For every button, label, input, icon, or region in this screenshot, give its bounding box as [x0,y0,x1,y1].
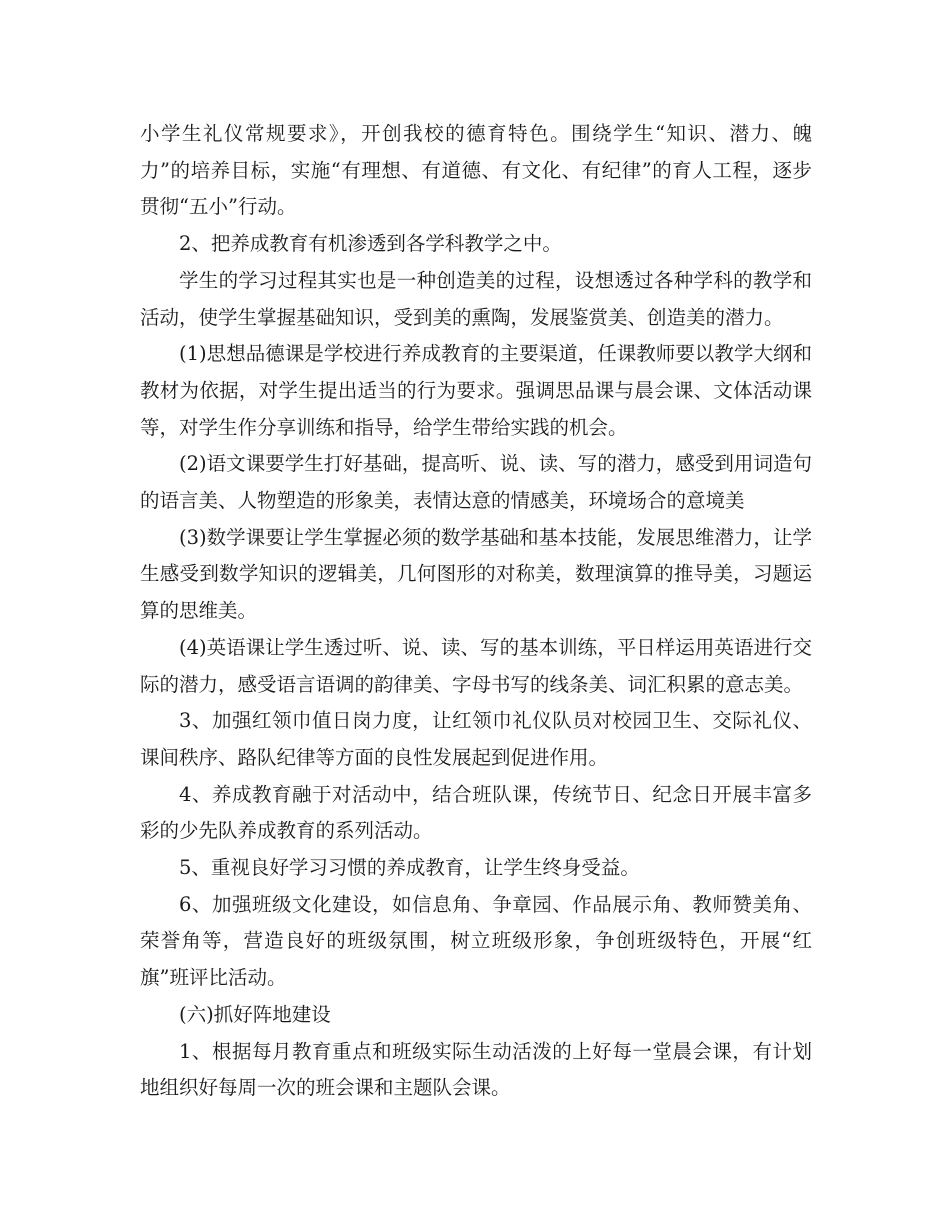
paragraph-continuation: 小学生礼仪常规要求》，开创我校的德育特色。围绕学生“知识、潜力、魄力”的培养目标，实施“有理想、有道德、有文化、有纪律”的育人工程，逐步贯彻“五小”行动。 [140,122,812,219]
paragraph-item-2: 2、把养成教育有机渗透到各学科教学之中。 [179,232,562,256]
paragraph-learning-process: 学生的学习过程其实也是一种创造美的过程，设想透过各种学科的教学和活动，使学生掌握基础知识，受到美的熏陶，发展鉴赏美、创造美的潜力。 [140,268,812,329]
document-body [140,116,812,1107]
paragraph-item-3: 3、加强红领巾值日岗力度，让红领巾礼仪队员对校园卫生、交际礼仪、课间秩序、路队纪律等方面的良性发展起到促进作用。 [140,709,812,769]
paragraph-item-6: 6、加强班级文化建设，如信息角、争章园、作品展示角、教师赞美角、荣誉角等，营造良好的班级氛围，树立班级形象，争创班级特色，开展“红旗”班评比活动。 [140,892,812,990]
paragraph-chinese-class: (2)语文课要学生打好基础，提高听、说、读、写的潜力，感受到用词造句的语言美、人物塑造的形象美，表情达意的情感美，环境场合的意境美 [140,452,812,513]
paragraph-moral-class: (1)思想品德课是学校进行养成教育的主要渠道，任课教师要以教学大纲和教材为依据，对学生提出适当的行为要求。强调思品课与晨会课、文体活动课等，对学生作分享训练和指导，给学生带给实践的机会。 [140,342,812,439]
paragraph-math-class: (3)数学课要让学生掌握必须的数学基础和基本技能，发展思维潜力，让学生感受到数学知识的逻辑美，几何图形的对称美，数理演算的推导美，习题运算的思维美。 [140,525,812,623]
paragraph-item-5: 5、重视良好学习习惯的养成教育，让学生终身受益。 [179,856,640,880]
paragraph-position-item-1: 1、根据每月教育重点和班级实际生动活泼的上好每一堂晨会课，有计划地组织好每周一次的班会课和主题队会课。 [140,1039,812,1100]
section-heading-6: (六)抓好阵地建设 [179,1002,331,1026]
paragraph-english-class: (4)英语课让学生透过听、说、读、写的基本训练，平日样运用英语进行交际的潜力，感受语言语调的韵律美、字母书写的线条美、词汇积累的意志美。 [140,635,812,696]
paragraph-item-4: 4、养成教育融于对活动中，结合班队课，传统节日、纪念日开展丰富多彩的少先队养成教育的系列活动。 [140,782,812,843]
